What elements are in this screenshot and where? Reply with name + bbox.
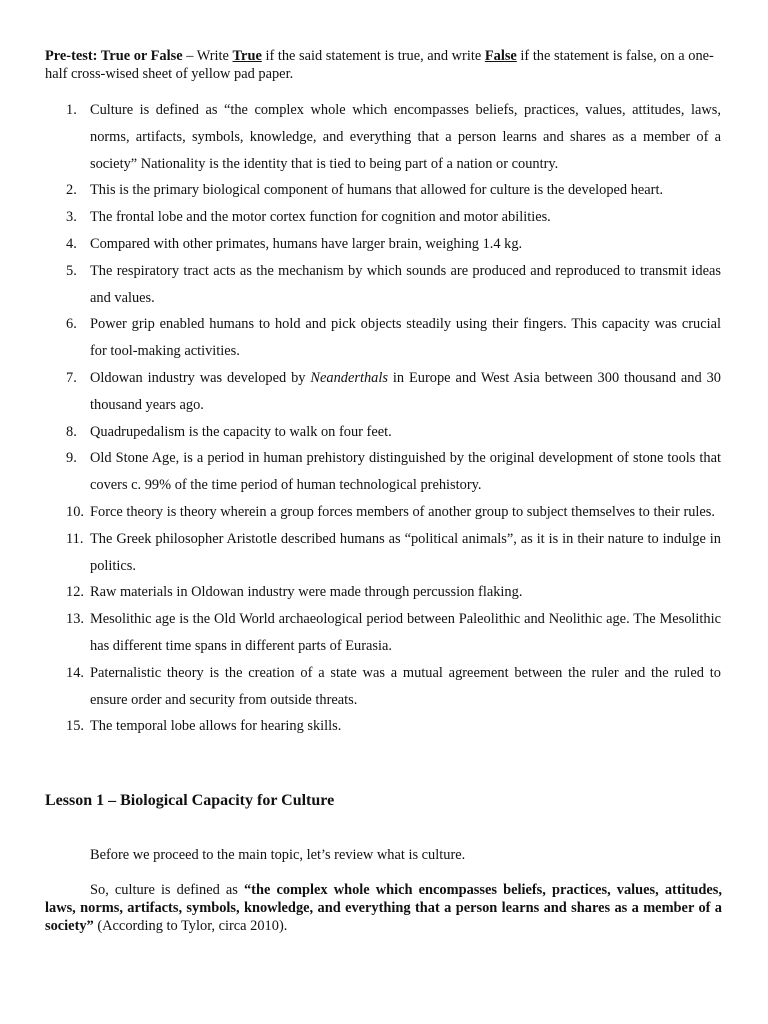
item-text: Force theory is theory wherein a group forces members of another group to subject themselves to their rules.: [90, 503, 716, 520]
item-number: 1.: [66, 102, 77, 118]
item-text: Old Stone Age, is a period in human prehistory distinguished by the original development of stone tools that covers c. 99% of the time period of human technological prehistory.: [90, 450, 721, 494]
list-item: [0, 713, 721, 740]
item-number: 8.: [66, 423, 77, 440]
item-text: The respiratory tract acts as the mechanism by which sounds are produced and reproduced to transmit ideas and values.: [90, 262, 721, 306]
item-number: 12.: [66, 584, 84, 601]
list-item: [0, 258, 721, 312]
list-item: [0, 231, 721, 258]
item-text: The Greek philosopher Aristotle described humans as “political animals”, as it is in their nature to indulge in politics.: [90, 530, 721, 574]
item-number: 6.: [66, 316, 77, 333]
list-item: [0, 311, 721, 365]
item-number: 11.: [66, 530, 84, 547]
list-item: [0, 660, 721, 714]
item-number: 15.: [66, 718, 84, 735]
paragraph-text-pre: So, culture is defined as: [90, 882, 244, 898]
lesson-title: Lesson 1 – Biological Capacity for Culture: [45, 792, 335, 809]
pretest-mid: if the said statement is true, and write: [261, 48, 485, 64]
culture-definition: “the complex whole which encompasses beliefs, practices, values, attitudes, laws, norms, artifacts, symbols, knowledge, and everything that a person learns and shares as a member of a society”: [45, 882, 723, 934]
item-text: The temporal lobe allows for hearing skills.: [90, 718, 342, 735]
list-item: [0, 445, 721, 499]
list-item: [0, 97, 721, 177]
list-item: [0, 365, 721, 419]
list-item: [0, 419, 721, 446]
list-item: [0, 526, 721, 580]
item-number: 9.: [66, 450, 77, 467]
pretest-dash: – Write: [182, 48, 233, 64]
item-text-pre: Oldowan industry was developed by: [90, 369, 311, 386]
list-item: [0, 579, 721, 606]
list-item: [0, 204, 721, 231]
item-number: 5.: [66, 262, 77, 279]
paragraph-text: Before we proceed to the main topic, let’s review what is culture.: [90, 847, 466, 863]
pretest-instructions: [45, 47, 725, 83]
pretest-list: [0, 97, 768, 740]
paragraph-citation: (According to Tylor, circa 2010).: [93, 918, 288, 934]
item-number: 3.: [66, 209, 77, 226]
item-number: 10.: [66, 503, 84, 520]
item-text-post: in Europe and West Asia between 300 thousand and 30 thousand years ago.: [90, 369, 722, 413]
intro-paragraph: [45, 846, 722, 864]
item-text: Raw materials in Oldowan industry were made through percussion flaking.: [90, 584, 523, 601]
item-text: Power grip enabled humans to hold and pick objects steadily using their fingers. This capacity was crucial for tool-making activities.: [90, 316, 721, 360]
list-item: [0, 606, 721, 660]
true-word: True: [232, 48, 262, 64]
pretest-label: Pre-test: True or False: [45, 48, 183, 64]
item-text: Quadrupedalism is the capacity to walk on four feet.: [90, 423, 392, 440]
item-text: The frontal lobe and the motor cortex function for cognition and motor abilities.: [90, 209, 551, 226]
item-text-italic: Neanderthals: [310, 369, 388, 386]
item-number: 14.: [66, 664, 84, 681]
item-text: Compared with other primates, humans have larger brain, weighing 1.4 kg.: [90, 235, 523, 252]
list-item: [0, 177, 721, 204]
pretest-end: if the statement is false, on a one-half cross-wised sheet of yellow pad paper.: [45, 48, 714, 82]
item-number: 2.: [66, 182, 77, 199]
item-text: Mesolithic age is the Old World archaeological period between Paleolithic and Neolithic age. The Mesolithic has different time spans in different parts of Eurasia.: [90, 611, 721, 654]
list-item: [0, 499, 721, 526]
item-number: 4.: [66, 235, 77, 252]
item-number: 7.: [66, 369, 77, 386]
definition-paragraph: [45, 881, 722, 935]
item-text: Paternalistic theory is the creation of a state was a mutual agreement between the ruler and the ruled to ensure order and security from outside threats.: [90, 664, 721, 708]
item-number: 13.: [66, 611, 84, 628]
item-text: Culture is defined as “the complex whole which encompasses beliefs, practices, values, attitudes, laws, norms, artifacts, symbols, knowledge, and everything that a person learns and shares as a member of a society” Nationality is the identity that is tied to being part of a nation or country.: [90, 102, 721, 172]
false-word: False: [484, 48, 517, 64]
item-text: This is the primary biological component of humans that allowed for culture is the developed heart.: [90, 182, 664, 199]
